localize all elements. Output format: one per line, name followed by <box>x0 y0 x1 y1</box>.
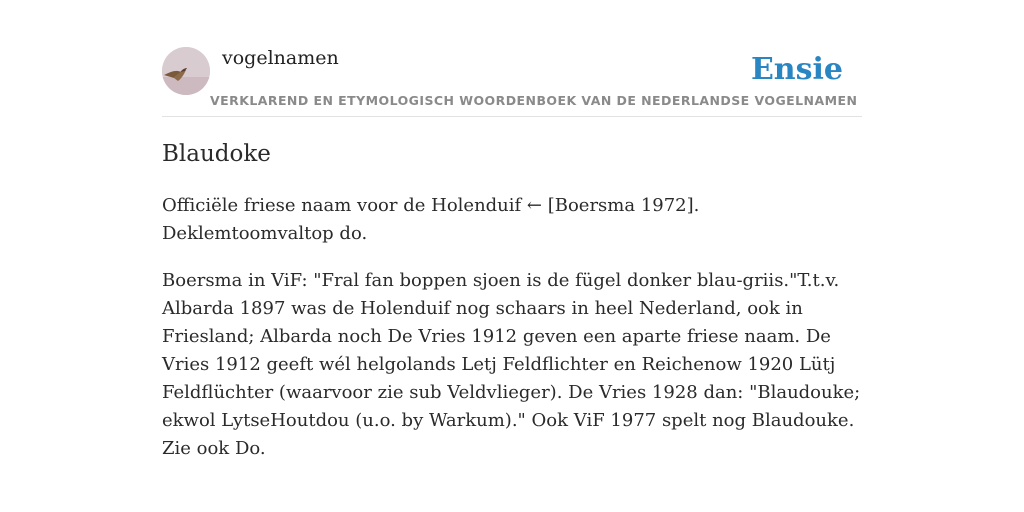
bird-image <box>162 47 210 95</box>
ensie-logo-link[interactable]: Ensie <box>750 52 843 87</box>
entry-paragraph: Boersma in ViF: "Fral fan boppen sjoen is de fügel donker blau-griis."T.t.v. Albarda 1897 was de Holenduif nog schaars in heel Nederland, ook in Friesland; Albarda noch De Vries 1912 geven een aparte friese naam. De Vries 1912 geeft wél helgolands Letj Feldflichter en Reichenow 1920 Lütj Feldflüchter (waarvoor zie sub Veldvlieger). De Vries 1928 dan: "Blaudouke; ekwol LytseHoutdou (u.o. by Warkum)." Ook ViF 1977 spelt nog Blaudouke. Zie ook Do. <box>162 270 861 459</box>
bird-avatar-icon[interactable] <box>162 47 210 95</box>
entry-paragraph: Officiële friese naam voor de Holenduif ← [Boersma 1972]. Deklemtoomvaltop do. <box>162 195 700 244</box>
dictionary-subtitle: VERKLAREND EN ETYMOLOGISCH WOORDENBOEK VAN DE NEDERLANDSE VOGELNAMEN <box>210 93 858 108</box>
dictionary-name-link[interactable]: vogelnamen <box>222 47 339 69</box>
entry-body <box>162 192 862 482</box>
entry-title: Blaudoke <box>162 141 271 167</box>
dictionary-header <box>162 46 862 117</box>
